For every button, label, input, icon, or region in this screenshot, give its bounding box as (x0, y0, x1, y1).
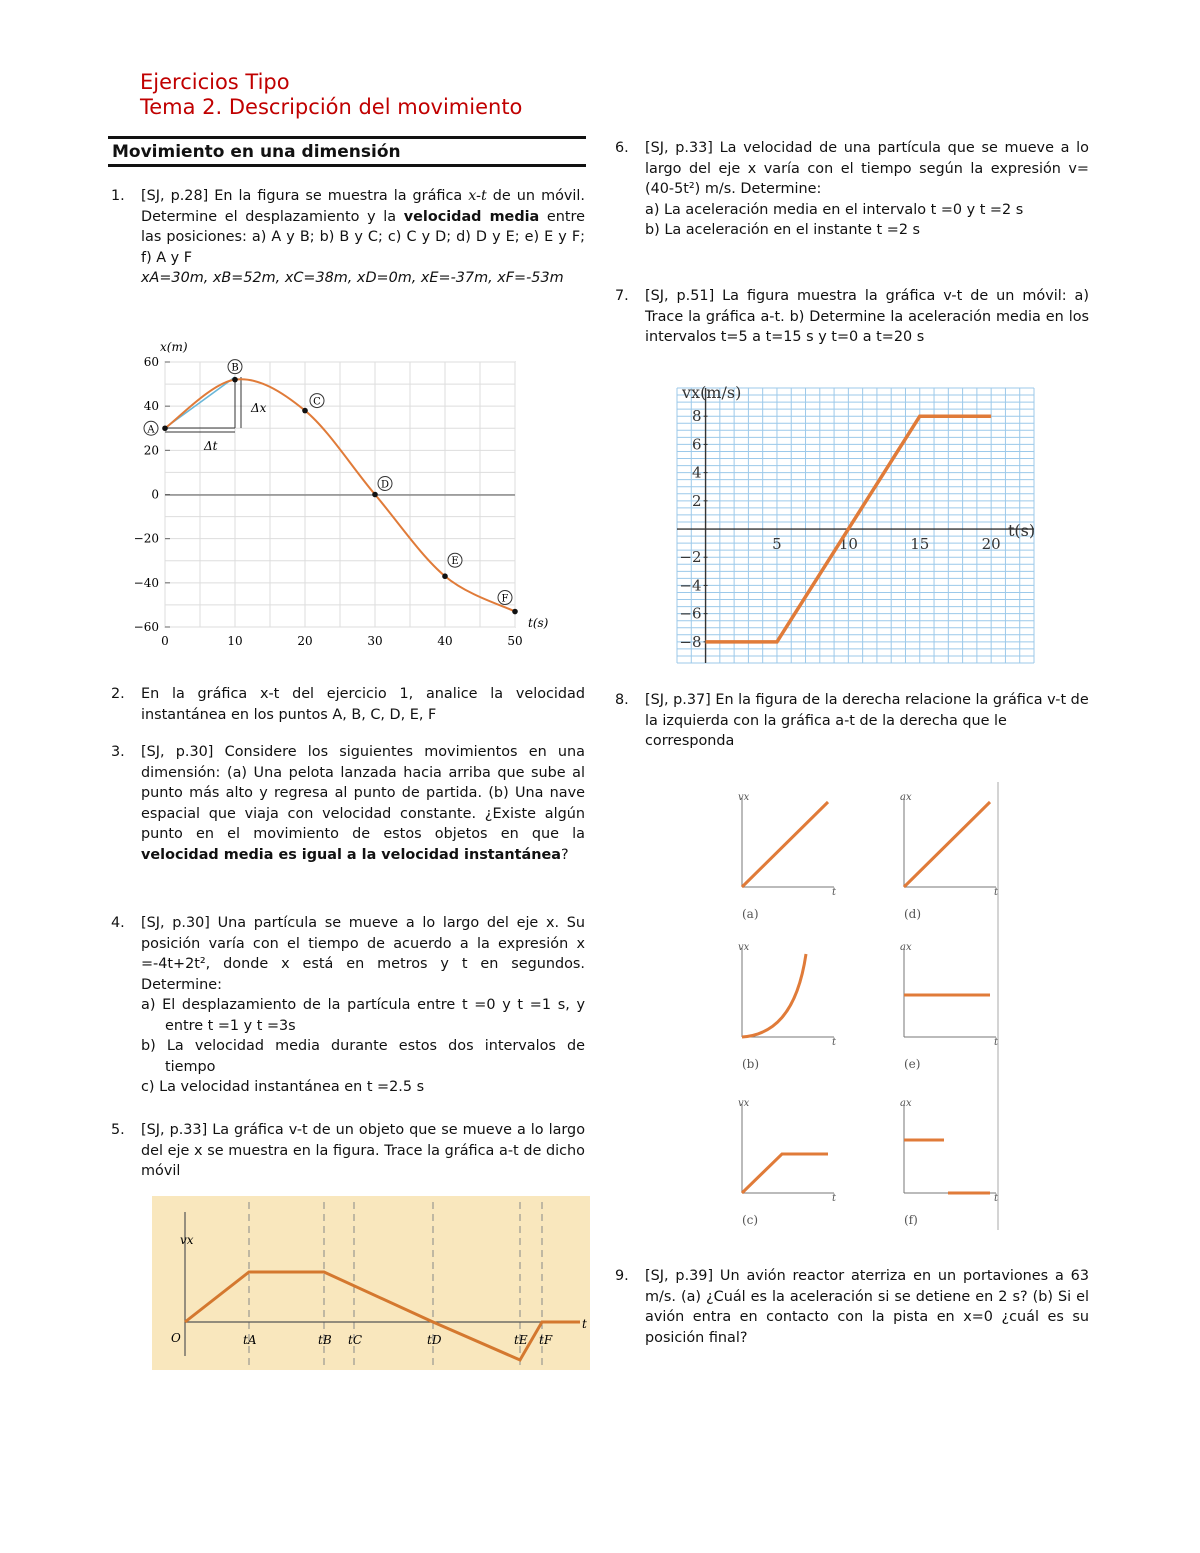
panel-ylabel: ax (900, 942, 912, 953)
section-title: Movimiento en una dimensión (112, 142, 401, 162)
vt-grid-xtick: 20 (981, 535, 1001, 554)
vt-grid-ylabel: vx(m/s) (682, 383, 742, 402)
xt-xlabel: t(s) (528, 616, 549, 630)
vt-grid-ytick: −8 (679, 632, 702, 651)
panel-curve (904, 802, 990, 887)
panel-c (738, 1098, 837, 1227)
section-rule-bottom (108, 164, 586, 167)
xt-point-label: E (451, 556, 459, 568)
xt-delta-t-label: Δt (204, 439, 218, 453)
panel-xlabel: t (832, 887, 837, 898)
xt-point-c (302, 408, 308, 414)
ex1-values: xA=30m, xB=52m, xC=38m, xD=0m, xE=-37m, xF=-53m (141, 270, 564, 286)
xt-point-b (232, 377, 238, 383)
panel-a (738, 792, 837, 921)
xt-ytick-label: 40 (143, 399, 159, 414)
vt-ylabel: vx (180, 1233, 194, 1247)
xt-xtick-label: 30 (367, 634, 383, 648)
xt-point-label: C (313, 396, 321, 408)
panel-label: (c) (742, 1213, 759, 1227)
panel-label: (a) (742, 907, 759, 921)
panel-xlabel: t (994, 1193, 999, 1204)
vt-grid-xtick: 10 (838, 535, 858, 554)
xt-ytick-label: 60 (143, 355, 159, 369)
panel-xlabel: t (994, 1037, 999, 1048)
tick-tB: tB (318, 1333, 332, 1347)
vt-grid-ytick: 6 (692, 435, 702, 454)
vt-grid-ytick: −2 (679, 548, 702, 567)
vt-grid-ytick: 8 (692, 407, 702, 426)
panel-ylabel: ax (900, 1098, 912, 1109)
panel-curve (742, 954, 806, 1037)
xt-point-label: D (380, 479, 390, 491)
tick-tF: tF (539, 1333, 553, 1347)
vt-grid-lines (677, 388, 1034, 663)
xt-ytick-label: −20 (133, 531, 159, 546)
panel-e (900, 942, 999, 1071)
vt-grid-ytick: 4 (692, 463, 702, 482)
panel-xlabel: t (832, 1193, 837, 1204)
tick-tE: tE (514, 1333, 528, 1347)
vt-grid-xtick: 5 (772, 535, 782, 554)
xt-chart (130, 335, 560, 665)
panel-label: (e) (904, 1057, 921, 1071)
xt-xtick-label: 50 (507, 634, 523, 648)
panel-ylabel: ax (900, 792, 912, 803)
vt-grid-xlabel: t(s) (1008, 521, 1036, 540)
panel-ylabel: vx (738, 792, 750, 803)
panel-b (738, 942, 837, 1071)
xt-delta-x-label: Δx (251, 401, 267, 415)
xt-point-label: F (501, 593, 509, 605)
panel-f (900, 1098, 999, 1227)
section-rule-top (108, 136, 586, 139)
doc-subtitle: Tema 2. Descripción del movimiento (140, 95, 523, 119)
vt-grid-ytick: −6 (679, 604, 702, 623)
panel-curve (742, 802, 828, 887)
tick-tC: tC (348, 1333, 363, 1347)
vt-grid-ytick: −4 (679, 576, 702, 595)
xt-xtick-label: 40 (437, 634, 453, 648)
panel-xlabel: t (832, 1037, 837, 1048)
tick-tD: tD (427, 1333, 442, 1347)
panel-d (900, 792, 999, 921)
xt-ytick-label: −60 (133, 620, 159, 634)
xt-point-label: A (147, 424, 155, 436)
panel-label: (f) (904, 1213, 918, 1227)
vt-grid-ytick: 2 (692, 491, 702, 510)
matching-panels (730, 782, 1010, 1234)
xt-xtick-label: 20 (297, 634, 313, 648)
xt-xtick-label: 0 (161, 634, 169, 648)
xt-ytick-label: 0 (151, 487, 159, 502)
xt-point-e (442, 573, 448, 579)
xt-ytick-label: 20 (143, 443, 159, 458)
xt-ytick-label: −40 (133, 575, 159, 590)
xt-point-d (372, 492, 378, 498)
xt-point-f (512, 609, 518, 615)
panel-curve (904, 1140, 990, 1193)
panel-label: (b) (742, 1057, 760, 1071)
panel-ylabel: vx (738, 1098, 750, 1109)
tick-O: O (171, 1331, 181, 1345)
panel-curve (742, 1154, 828, 1193)
vt-piecewise-chart (152, 1196, 590, 1370)
vt-xlabel: t (582, 1317, 587, 1331)
xt-point-label: B (231, 362, 239, 374)
tick-tA: tA (243, 1333, 257, 1347)
doc-title: Ejercicios Tipo (140, 70, 290, 94)
vt-grid-xtick: 15 (910, 535, 930, 554)
xt-point-a (162, 425, 168, 431)
xt-xtick-label: 10 (227, 634, 243, 648)
panel-label: (d) (904, 907, 922, 921)
panel-xlabel: t (994, 887, 999, 898)
xt-ylabel: x(m) (160, 340, 188, 354)
vt-grid-chart (672, 378, 1040, 668)
panel-ylabel: vx (738, 942, 750, 953)
